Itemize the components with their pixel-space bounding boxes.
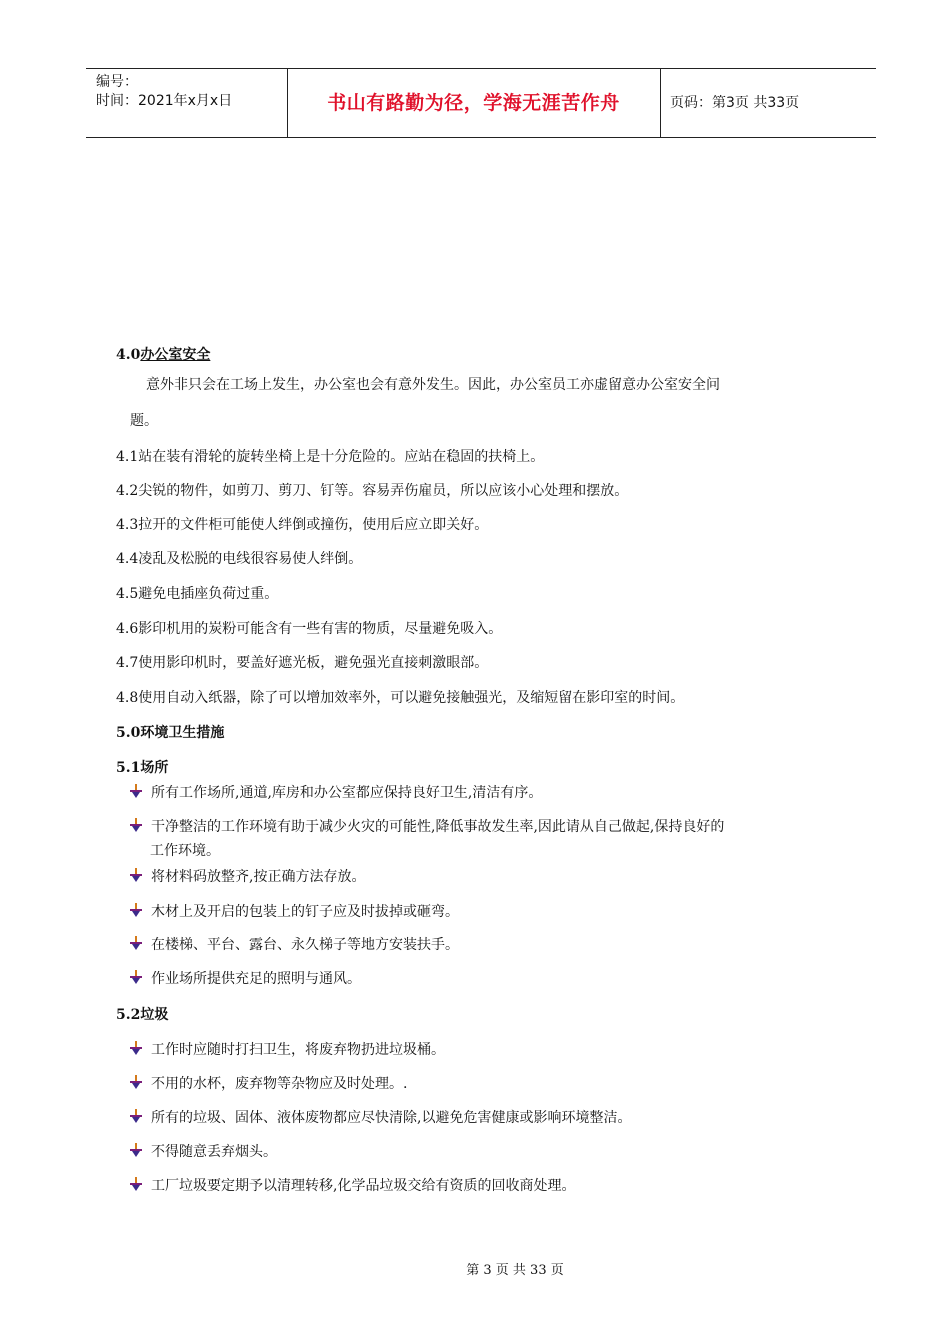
list-item bbox=[130, 1175, 575, 1195]
section-4-item: 4.7使用影印机时，要盖好遮光板，避免强光直接刺激眼部。 bbox=[116, 655, 489, 671]
list-item-text: 工厂垃圾要定期予以清理转移,化学品垃圾交给有资质的回收商处理。 bbox=[151, 1178, 576, 1194]
list-item bbox=[130, 968, 361, 988]
section-4-item: 4.3拉开的文件柜可能使人绊倒或撞伤，使用后应立即关好。 bbox=[116, 517, 489, 533]
list-item-text: 作业场所提供充足的照明与通风。 bbox=[151, 971, 361, 987]
section-5-1-heading: 5.1场所 bbox=[116, 760, 169, 776]
section-4-item: 4.8使用自动入纸器，除了可以增加效率外，可以避免接触强光，及缩短留在影印室的时间。 bbox=[116, 690, 685, 706]
section-5-heading: 5.0环境卫生措施 bbox=[116, 725, 225, 741]
list-item bbox=[130, 1039, 445, 1059]
header-divider bbox=[660, 69, 661, 137]
list-item bbox=[130, 901, 459, 921]
list-item-text-cont: 工作环境。 bbox=[150, 843, 220, 859]
section-4-item: 4.4凌乱及松脱的电线很容易使人绊倒。 bbox=[116, 551, 363, 567]
header-motto: 书山有路勤为径，学海无涯苦作舟 bbox=[327, 92, 620, 114]
arrow-down-bullet-icon bbox=[130, 903, 142, 917]
list-item-text: 所有工作场所,通道,库房和办公室都应保持良好卫生,清洁有序。 bbox=[151, 785, 543, 801]
list-item-text: 干净整洁的工作环境有助于减少火灾的可能性,降低事故发生率,因此请从自己做起,保持良好的 bbox=[151, 819, 725, 835]
section-4-number: 4.0 bbox=[116, 347, 141, 363]
header-time-label: 时间：2021年x月x日 bbox=[96, 93, 233, 109]
list-item bbox=[130, 934, 459, 954]
list-item bbox=[130, 816, 724, 836]
list-item-text: 所有的垃圾、固体、液体废物都应尽快清除,以避免危害健康或影响环境整洁。 bbox=[151, 1110, 632, 1126]
page-header bbox=[86, 68, 876, 138]
arrow-down-bullet-icon bbox=[130, 1109, 142, 1123]
list-item bbox=[130, 1107, 631, 1127]
list-item bbox=[130, 1141, 277, 1161]
section-4-title: 办公室安全 bbox=[140, 347, 211, 363]
list-item-text: 工作时应随时打扫卫生，将废弃物扔进垃圾桶。 bbox=[151, 1042, 445, 1058]
list-item-text: 不用的水杯，废弃物等杂物应及时处理。. bbox=[151, 1076, 408, 1092]
arrow-down-bullet-icon bbox=[130, 1041, 142, 1055]
arrow-down-bullet-icon bbox=[130, 1143, 142, 1157]
section-5-2-heading: 5.2垃圾 bbox=[116, 1007, 169, 1023]
list-item bbox=[130, 1073, 407, 1093]
section-4-item: 4.1站在装有滑轮的旋转坐椅上是十分危险的。应站在稳固的扶椅上。 bbox=[116, 449, 545, 465]
section-4-heading bbox=[116, 344, 210, 364]
section-4-item: 4.6影印机用的炭粉可能含有一些有害的物质，尽量避免吸入。 bbox=[116, 621, 503, 637]
arrow-down-bullet-icon bbox=[130, 784, 142, 798]
list-item bbox=[130, 782, 542, 802]
list-item-text: 不得随意丢弃烟头。 bbox=[151, 1144, 277, 1160]
arrow-down-bullet-icon bbox=[130, 1177, 142, 1191]
list-item bbox=[130, 866, 365, 886]
arrow-down-bullet-icon bbox=[130, 936, 142, 950]
arrow-down-bullet-icon bbox=[130, 818, 142, 832]
section-4-item: 4.5避免电插座负荷过重。 bbox=[116, 586, 279, 602]
section-4-intro: 意外非只会在工场上发生，办公室也会有意外发生。因此，办公室员工亦虚留意办公室安全问 bbox=[146, 377, 720, 393]
page-footer: 第 3 页 共 33 页 bbox=[466, 1263, 564, 1278]
section-4-item: 4.2尖锐的物件，如剪刀、剪刀、钉等。容易弄伤雇员，所以应该小心处理和摆放。 bbox=[116, 483, 629, 499]
list-item-text: 将材料码放整齐,按正确方法存放。 bbox=[151, 869, 366, 885]
arrow-down-bullet-icon bbox=[130, 868, 142, 882]
section-4-intro-cont: 题。 bbox=[130, 413, 158, 429]
list-item-text: 在楼梯、平台、露台、永久梯子等地方安装扶手。 bbox=[151, 937, 459, 953]
arrow-down-bullet-icon bbox=[130, 1075, 142, 1089]
header-number-label: 编号： bbox=[96, 74, 138, 90]
header-meta bbox=[96, 73, 232, 111]
header-page-label: 页码：第3页 共33页 bbox=[670, 95, 800, 111]
list-item-text: 木材上及开启的包装上的钉子应及时拔掉或砸弯。 bbox=[151, 904, 459, 920]
arrow-down-bullet-icon bbox=[130, 970, 142, 984]
